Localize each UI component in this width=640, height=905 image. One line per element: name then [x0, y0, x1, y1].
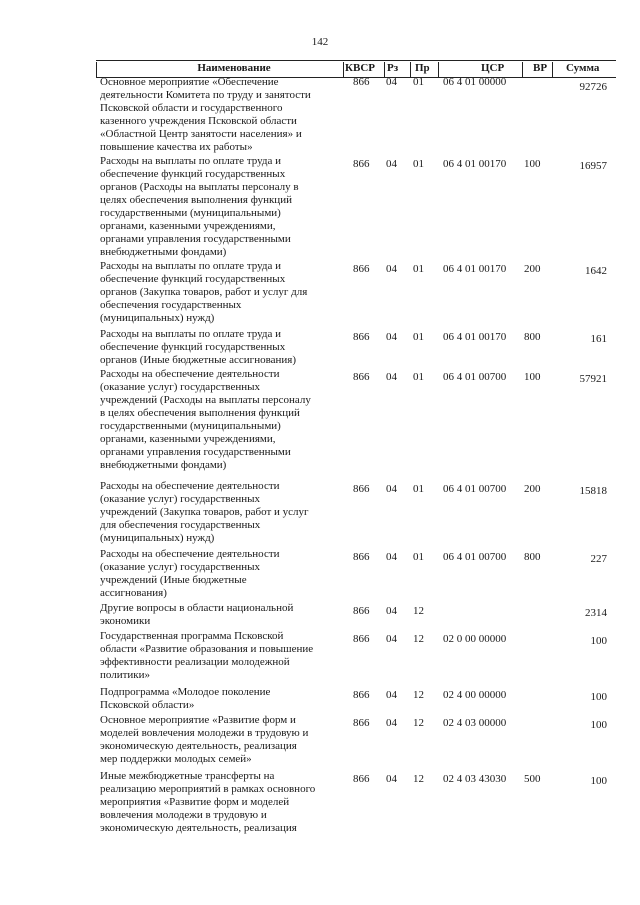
row-csr: 06 4 01 00700	[443, 371, 507, 383]
name-line: органов (Расходы на выплаты персоналу в	[100, 181, 299, 193]
name-line: для обеспечения государственных	[100, 519, 261, 531]
header-name: Наименование	[197, 62, 271, 74]
name-line: (оказание услуг) государственных	[100, 381, 261, 393]
row-pr: 12	[413, 717, 424, 729]
row-name	[100, 602, 340, 628]
name-line: внебюджетными фондами)	[100, 246, 227, 258]
row-rz: 04	[386, 331, 397, 343]
name-line: экономики	[100, 615, 151, 627]
name-line: органов (Закупка товаров, работ и услуг для	[100, 286, 308, 298]
name-line: Расходы на выплаты по оплате труда и	[100, 155, 282, 167]
row-csr: 02 4 03 43030	[443, 773, 507, 785]
row-kvsr: 866	[353, 717, 370, 729]
row-vr: 100	[524, 158, 541, 170]
name-line: мер поддержки молодых семей»	[100, 753, 252, 765]
name-line: обеспечение функций государственных	[100, 341, 286, 353]
name-line: обеспечения государственных	[100, 299, 242, 311]
name-line: в целях обеспечения выполнения функций	[100, 407, 300, 419]
name-line: Основное мероприятие «Обеспечение	[100, 76, 279, 88]
name-line: Расходы на обеспечение деятельности	[100, 368, 280, 380]
row-pr: 01	[413, 331, 424, 343]
name-line: органами управления государственными	[100, 446, 291, 458]
name-line: (оказание услуг) государственных	[100, 561, 261, 573]
name-line: (муниципальных) нужд)	[100, 312, 215, 324]
name-line: Расходы на выплаты по оплате труда и	[100, 328, 282, 340]
row-rz: 04	[386, 773, 397, 785]
name-line: учреждений (Расходы на выплаты персоналу	[100, 394, 311, 406]
row-kvsr: 866	[353, 263, 370, 275]
name-line: экономическую деятельность, реализация	[100, 822, 297, 834]
name-line: казенного учреждения Псковской области	[100, 115, 297, 127]
name-line: моделей вовлечения молодежи в трудовую и	[100, 727, 309, 739]
row-name	[100, 155, 340, 259]
name-line: обеспечение функций государственных	[100, 168, 286, 180]
row-csr: 06 4 01 00700	[443, 483, 507, 495]
row-kvsr: 866	[353, 331, 370, 343]
page-number: 142	[311, 36, 329, 48]
row-sum: 2314	[585, 607, 607, 619]
row-sum: 92726	[579, 81, 607, 93]
row-name	[100, 76, 340, 154]
column-divider	[96, 62, 97, 78]
row-name	[100, 714, 340, 766]
row-kvsr: 866	[353, 773, 370, 785]
name-line: мероприятия «Развитие форм и моделей	[100, 796, 290, 808]
row-csr: 02 4 03 00000	[443, 717, 507, 729]
row-name	[100, 548, 340, 600]
row-rz: 04	[386, 76, 397, 88]
row-name	[100, 686, 340, 712]
name-line: деятельности Комитета по труду и занятости	[100, 89, 311, 101]
row-sum: 100	[590, 635, 607, 647]
name-line: эффективности реализации молодежной	[100, 656, 290, 668]
header-rz: Рз	[387, 62, 399, 74]
row-vr: 500	[524, 773, 541, 785]
name-line: учреждений (Закупка товаров, работ и услуг	[100, 506, 309, 518]
name-line: органами, казенными учреждениями,	[100, 220, 276, 232]
row-pr: 01	[413, 371, 424, 383]
row-rz: 04	[386, 371, 397, 383]
header-kvsr: КВСР	[345, 62, 375, 74]
row-vr: 200	[524, 263, 541, 275]
name-line: органами управления государственными	[100, 233, 291, 245]
header-pr: Пр	[415, 62, 430, 74]
name-line: учреждений (Иные бюджетные	[100, 574, 247, 586]
name-line: Другие вопросы в области национальной	[100, 602, 294, 614]
row-sum: 100	[590, 691, 607, 703]
row-name	[100, 630, 340, 682]
row-pr: 12	[413, 689, 424, 701]
row-sum: 100	[590, 719, 607, 731]
row-sum: 15818	[579, 485, 607, 497]
name-line: области «Развитие образования и повышение	[100, 643, 314, 655]
row-pr: 01	[413, 551, 424, 563]
name-line: Расходы на обеспечение деятельности	[100, 480, 280, 492]
name-line: Расходы на выплаты по оплате труда и	[100, 260, 282, 272]
row-vr: 800	[524, 331, 541, 343]
column-divider	[410, 62, 411, 78]
name-line: политики»	[100, 669, 151, 681]
row-name	[100, 328, 340, 367]
name-line: целях обеспечения выполнения функций	[100, 194, 292, 206]
name-line: Псковской области»	[100, 699, 195, 711]
row-pr: 01	[413, 158, 424, 170]
name-line: Иные межбюджетные трансферты на	[100, 770, 275, 782]
row-kvsr: 866	[353, 76, 370, 88]
row-pr: 01	[413, 263, 424, 275]
name-line: органов (Иные бюджетные ассигнования)	[100, 354, 297, 366]
column-divider	[343, 62, 344, 78]
row-name	[100, 770, 340, 835]
name-line: экономическую деятельность, реализация	[100, 740, 297, 752]
row-kvsr: 866	[353, 633, 370, 645]
name-line: обеспечение функций государственных	[100, 273, 286, 285]
row-kvsr: 866	[353, 371, 370, 383]
header-csr: ЦСР	[481, 62, 505, 74]
name-line: государственными (муниципальными)	[100, 207, 281, 219]
row-kvsr: 866	[353, 605, 370, 617]
name-line: Подпрограмма «Молодое поколение	[100, 686, 271, 698]
column-divider	[522, 62, 523, 78]
name-line: (муниципальных) нужд)	[100, 532, 215, 544]
row-csr: 06 4 01 00170	[443, 158, 507, 170]
row-sum: 57921	[579, 373, 607, 385]
row-sum: 227	[590, 553, 607, 565]
row-sum: 161	[590, 333, 607, 345]
row-rz: 04	[386, 551, 397, 563]
row-csr: 06 4 01 00000	[443, 76, 507, 88]
row-pr: 12	[413, 605, 424, 617]
row-kvsr: 866	[353, 483, 370, 495]
row-pr: 12	[413, 773, 424, 785]
row-pr: 12	[413, 633, 424, 645]
row-name	[100, 368, 340, 472]
row-rz: 04	[386, 483, 397, 495]
name-line: органами, казенными учреждениями,	[100, 433, 276, 445]
row-vr: 100	[524, 371, 541, 383]
row-name	[100, 480, 340, 545]
name-line: «Областной Центр занятости населения» и	[100, 128, 302, 140]
header-sum: Сумма	[566, 62, 600, 74]
name-line: Расходы на обеспечение деятельности	[100, 548, 280, 560]
name-line: повышение качества их работы»	[100, 141, 253, 153]
row-name	[100, 260, 340, 325]
name-line: Основное мероприятие «Развитие форм и	[100, 714, 296, 726]
name-line: вовлечения молодежи в трудовую и	[100, 809, 267, 821]
name-line: (оказание услуг) государственных	[100, 493, 261, 505]
name-line: ассигнования)	[100, 587, 167, 599]
row-rz: 04	[386, 689, 397, 701]
row-sum: 1642	[585, 265, 607, 277]
row-vr: 200	[524, 483, 541, 495]
row-rz: 04	[386, 158, 397, 170]
row-rz: 04	[386, 263, 397, 275]
header-vr: ВР	[533, 62, 548, 74]
row-csr: 06 4 01 00170	[443, 263, 507, 275]
column-divider	[438, 62, 439, 78]
row-kvsr: 866	[353, 689, 370, 701]
row-csr: 02 0 00 00000	[443, 633, 507, 645]
column-divider	[384, 62, 385, 78]
name-line: Псковской области и государственного	[100, 102, 283, 114]
name-line: государственными (муниципальными)	[100, 420, 281, 432]
name-line: внебюджетными фондами)	[100, 459, 227, 471]
row-sum: 100	[590, 775, 607, 787]
row-rz: 04	[386, 717, 397, 729]
row-vr: 800	[524, 551, 541, 563]
row-sum: 16957	[579, 160, 607, 172]
row-pr: 01	[413, 483, 424, 495]
column-divider	[552, 62, 553, 78]
name-line: Государственная программа Псковской	[100, 630, 284, 642]
row-kvsr: 866	[353, 551, 370, 563]
name-line: реализацию мероприятий в рамках основного	[100, 783, 316, 795]
row-rz: 04	[386, 633, 397, 645]
row-csr: 02 4 00 00000	[443, 689, 507, 701]
row-kvsr: 866	[353, 158, 370, 170]
row-csr: 06 4 01 00700	[443, 551, 507, 563]
row-rz: 04	[386, 605, 397, 617]
row-pr: 01	[413, 76, 424, 88]
row-csr: 06 4 01 00170	[443, 331, 507, 343]
